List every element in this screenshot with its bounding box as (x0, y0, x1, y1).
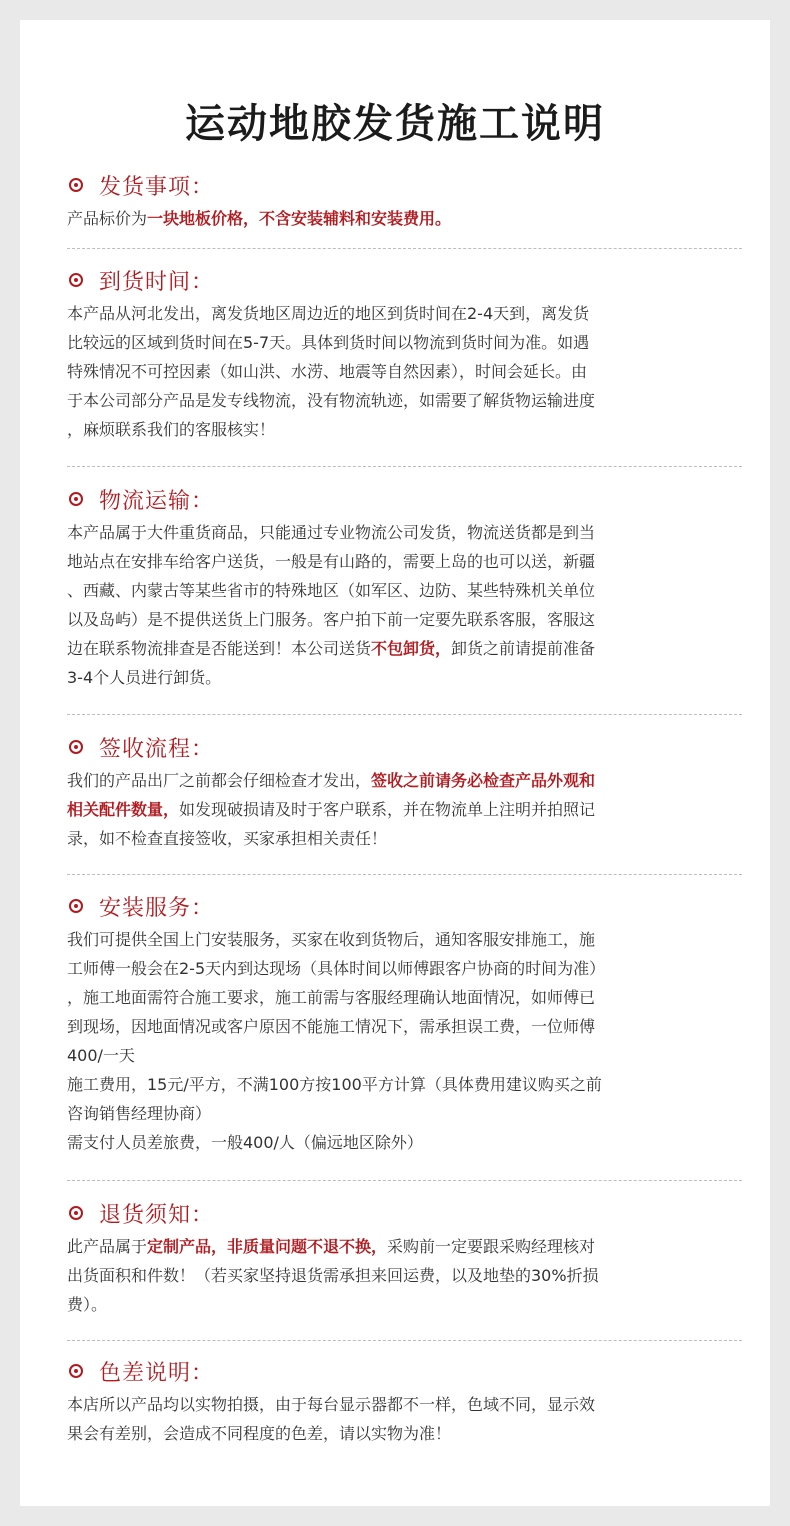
text-line: 咨询销售经理协商） (67, 1104, 212, 1123)
text-line: 出货面积和件数！（若买家坚持退货需承担来回运费，以及地垫的30%折损 (67, 1266, 599, 1285)
text-line: 400/一天 (67, 1046, 135, 1065)
text-run: 边在联系物流排查是否能送到！本公司送货 (67, 639, 372, 658)
section-body (67, 766, 742, 853)
section-arrival (67, 263, 742, 444)
text-line: 费）。 (67, 1295, 108, 1314)
divider (67, 714, 742, 715)
section-body (67, 1390, 742, 1448)
section-header (67, 1354, 742, 1388)
section-logistics (67, 482, 742, 692)
text-line: 本产品属于大件重货商品，只能通过专业物流公司发货，物流送货都是到当 (67, 523, 596, 542)
bullet-icon (69, 740, 83, 754)
section-header (67, 482, 742, 516)
text-run: 此产品属于 (67, 1237, 148, 1256)
section-color (67, 1354, 742, 1448)
text-line: 以及岛屿）是不提供送货上门服务。客户拍下前一定要先联系客服，客服这 (67, 610, 596, 629)
section-heading: 安装服务： (99, 895, 215, 921)
text-line: ，麻烦联系我们的客服核实！ (67, 420, 276, 439)
divider (67, 1340, 742, 1341)
section-header (67, 168, 742, 202)
divider (67, 1180, 742, 1181)
text-run: 卸货之前请提前准备 (451, 639, 596, 658)
text-line: 于本公司部分产品是发专线物流，没有物流轨迹，如需要了解货物运输进度 (67, 391, 596, 410)
text-line: 需支付人员差旅费，一般400/人（偏远地区除外） (67, 1133, 423, 1152)
highlight-text: 签收之前请务必检查产品外观和 (371, 771, 596, 790)
divider (67, 874, 742, 875)
bullet-icon (69, 899, 83, 913)
section-heading: 色差说明： (99, 1360, 215, 1386)
text-run: 如发现破损请及时于客户联系，并在物流单上注明并拍照记 (179, 800, 596, 819)
text-line: 比较远的区域到货时间在5-7天。具体到货时间以物流到货时间为准。如遇 (67, 333, 590, 352)
section-returns (67, 1196, 742, 1319)
text-line: 工师傅一般会在2-5天内到达现场（具体时间以师傅跟客户协商的时间为准） (67, 959, 606, 978)
section-body (67, 299, 742, 444)
bullet-icon (69, 492, 83, 506)
notice-card (20, 20, 770, 1506)
text-run: 产品标价为 (67, 209, 148, 228)
section-body (67, 518, 742, 692)
highlight-text: 一块地板价格，不含安装辅料和安装费用。 (147, 209, 452, 228)
divider (67, 466, 742, 467)
text-line: ，施工地面需符合施工要求，施工前需与客服经理确认地面情况，如师傅已 (67, 988, 596, 1007)
section-body (67, 204, 742, 233)
bullet-icon (69, 1364, 83, 1378)
section-heading: 到货时间： (99, 269, 215, 295)
text-line: 3-4个人员进行卸货。 (67, 668, 222, 687)
page-title: 运动地胶发货施工说明 (185, 101, 605, 147)
highlight-text: 定制产品，非质量问题不退不换， (147, 1237, 388, 1256)
text-line: 地站点在安排车给客户送货，一般是有山路的，需要上岛的也可以送，新疆 (67, 552, 596, 571)
highlight-text: 相关配件数量， (67, 800, 180, 819)
text-line: 录，如不检查直接签收，买家承担相关责任！ (67, 829, 388, 848)
text-run: 我们的产品出厂之前都会仔细检查才发出， (67, 771, 372, 790)
section-receipt (67, 730, 742, 853)
section-header (67, 730, 742, 764)
bullet-icon (69, 273, 83, 287)
text-line: 果会有差别，会造成不同程度的色差，请以实物为准！ (67, 1424, 452, 1443)
text-line: 到现场，因地面情况或客户原因不能施工情况下，需承担误工费，一位师傅 (67, 1017, 596, 1036)
text-line: 本店所以产品均以实物拍摄，由于每台显示器都不一样，色域不同，显示效 (67, 1395, 596, 1414)
bullet-icon (69, 1206, 83, 1220)
section-heading: 物流运输： (99, 488, 215, 514)
section-header (67, 889, 742, 923)
divider (67, 248, 742, 249)
section-heading: 退货须知： (99, 1202, 215, 1228)
section-heading: 签收流程： (99, 736, 215, 762)
section-body (67, 1232, 742, 1319)
bullet-icon (69, 178, 83, 192)
section-heading: 发货事项： (99, 174, 215, 200)
section-install (67, 889, 742, 1157)
text-line: 施工费用，15元/平方，不满100方按100平方计算（具体费用建议购买之前 (67, 1075, 602, 1094)
text-line: 我们可提供全国上门安装服务，买家在收到货物后，通知客服安排施工，施 (67, 930, 596, 949)
section-header (67, 1196, 742, 1230)
text-line: 、西藏、内蒙古等某些省市的特殊地区（如军区、边防、某些特殊机关单位 (67, 581, 596, 600)
highlight-text: 不包卸货， (371, 639, 452, 658)
section-shipping (67, 168, 742, 233)
text-line: 特殊情况不可控因素（如山洪、水涝、地震等自然因素），时间会延长。由 (67, 362, 588, 381)
section-header (67, 263, 742, 297)
text-line: 本产品从河北发出，离发货地区周边近的地区到货时间在2-4天到，离发货 (67, 304, 590, 323)
section-body (67, 925, 742, 1157)
text-run: 采购前一定要跟采购经理核对 (387, 1237, 596, 1256)
